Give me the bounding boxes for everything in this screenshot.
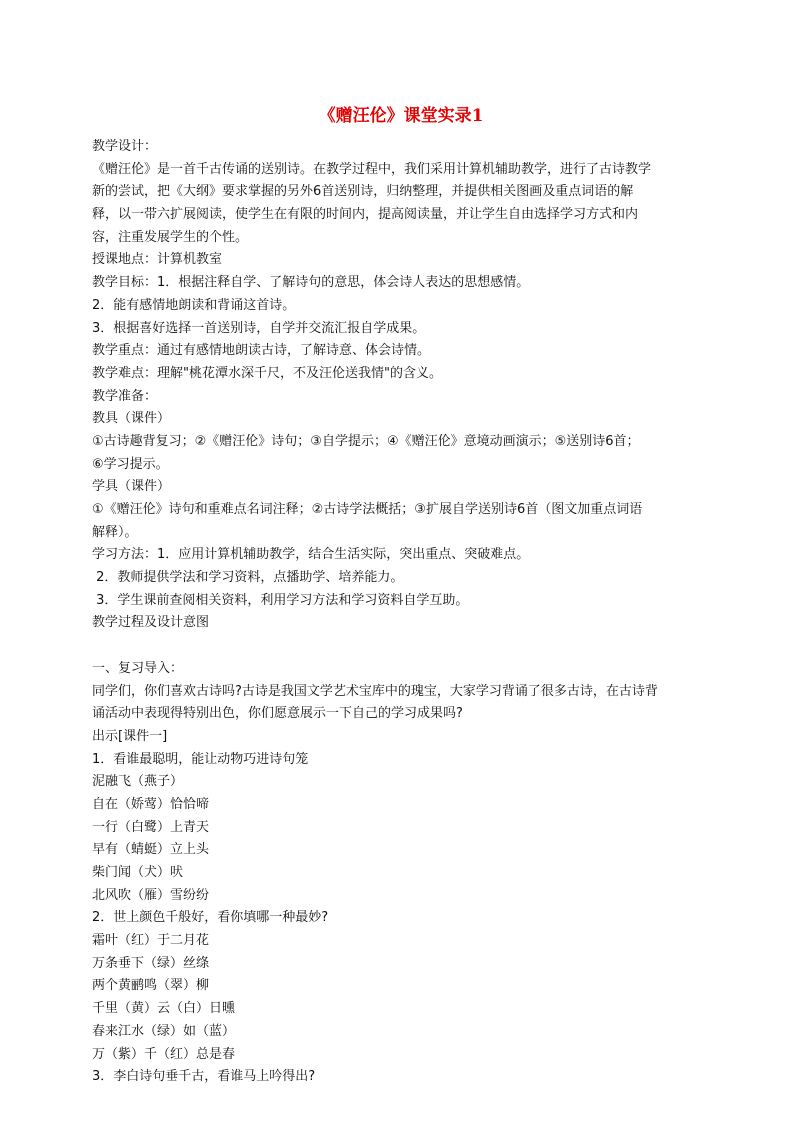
paragraph-line: 同学们，你们喜欢古诗吗?古诗是我国文学艺术宝库中的瑰宝，大家学习背诵了很多古诗，在古诗背 [92, 683, 658, 699]
paragraph-line: 解释）。 [92, 524, 138, 540]
paragraph-line: ①《赠汪伦》诗句和重难点名词注释；②古诗学法概括；③扩展自学送别诗6首（图文加重点词语 [92, 502, 643, 517]
paragraph-line: 教学设计： [92, 139, 158, 154]
paragraph-line: 北风吹（雁）雪纷纷 [92, 887, 210, 903]
paragraph-line: 新的尝试，把《大纲》要求掌握的另外6首送别诗，归纳整理，并提供相关图画及重点词语的解 [92, 184, 634, 200]
paragraph-line: 霜叶（红）于二月花 [92, 933, 210, 949]
paragraph-line: 学习方法：1．应用计算机辅助教学，结合生活实际，突出重点、突破难点。 [92, 547, 530, 563]
paragraph-line: 1．看谁最聪明，能让动物巧进诗句笼 [92, 751, 309, 767]
document-title: 《赠汪伦》课堂实录1 [318, 106, 484, 126]
paragraph-line: 万（紫）千（红）总是春 [92, 1046, 236, 1062]
paragraph-line: 容，注重发展学生的个性。 [92, 229, 249, 245]
paragraph-line: 万条垂下（绿）丝绦 [92, 955, 210, 971]
paragraph-line: 教学准备： [92, 388, 158, 404]
paragraph-line: ①古诗趣背复习；②《赠汪伦》诗句；③自学提示；④《赠汪伦》意境动画演示；⑤送别诗6首； [92, 433, 640, 449]
paragraph-line: ⑥学习提示。 [92, 456, 169, 472]
paragraph-line: 泥融飞（燕子） [92, 774, 184, 790]
paragraph-line: 3．学生课前查阅相关资料，利用学习方法和学习资料自学互助。 [92, 592, 469, 608]
paragraph-line: 2．能有感情地朗读和背诵这首诗。 [92, 297, 296, 313]
paragraph-line: 释，以一带六扩展阅读，使学生在有限的时间内，提高阅读量，并让学生自由选择学习方式和内 [92, 207, 639, 223]
document-body [92, 136, 710, 1089]
paragraph-line: 教学难点：理解"桃花潭水深千尺，不及汪伦送我情"的含义。 [92, 365, 442, 381]
paragraph-line: 3．李白诗句垂千古，看谁马上吟得出? [92, 1069, 316, 1085]
paragraph-line: 一行（白鹭）上青天 [92, 819, 210, 835]
paragraph-line: 出示[课件一] [92, 728, 168, 744]
blank-line [92, 635, 710, 658]
paragraph-line: 教具（课件） [92, 411, 171, 427]
paragraph-line: 教学目标：1．根据注释自学、了解诗句的意思，体会诗人表达的思想感情。 [92, 275, 530, 291]
paragraph-line: 《赠汪伦》是一首千古传诵的送别诗。在教学过程中，我们采用计算机辅助教学，进行了古诗教学 [92, 161, 652, 177]
paragraph-line: 2．教师提供学法和学习资料，点播助学、培养能力。 [92, 570, 404, 586]
paragraph-line: 2．世上颜色千般好，看你填哪一种最妙? [92, 910, 329, 926]
paragraph-line: 千里（黄）云（白）日曛 [92, 1001, 236, 1017]
paragraph-line: 春来江水（绿）如（蓝） [92, 1023, 236, 1039]
paragraph-line: 两个黄鹂鸣（翠）柳 [92, 978, 210, 994]
paragraph-line: 柴门闻（犬）吠 [92, 865, 184, 880]
paragraph-line: 一、复习导入： [92, 660, 184, 676]
paragraph-line: 教学过程及设计意图 [92, 615, 210, 631]
paragraph-line: 自在（娇莺）恰恰啼 [92, 796, 210, 812]
document-page [92, 100, 710, 1089]
paragraph-line: 诵活动中表现得特别出色，你们愿意展示一下自己的学习成果吗? [92, 706, 463, 722]
paragraph-line: 早有（蜻蜓）立上头 [92, 842, 210, 858]
paragraph-line: 3．根据喜好选择一首送别诗，自学并交流汇报自学成果。 [92, 320, 426, 336]
paragraph-line: 学具（课件） [92, 479, 171, 495]
paragraph-line: 授课地点：计算机教室 [92, 252, 223, 268]
paragraph-line: 教学重点：通过有感情地朗读古诗，了解诗意、体会诗情。 [92, 343, 431, 359]
